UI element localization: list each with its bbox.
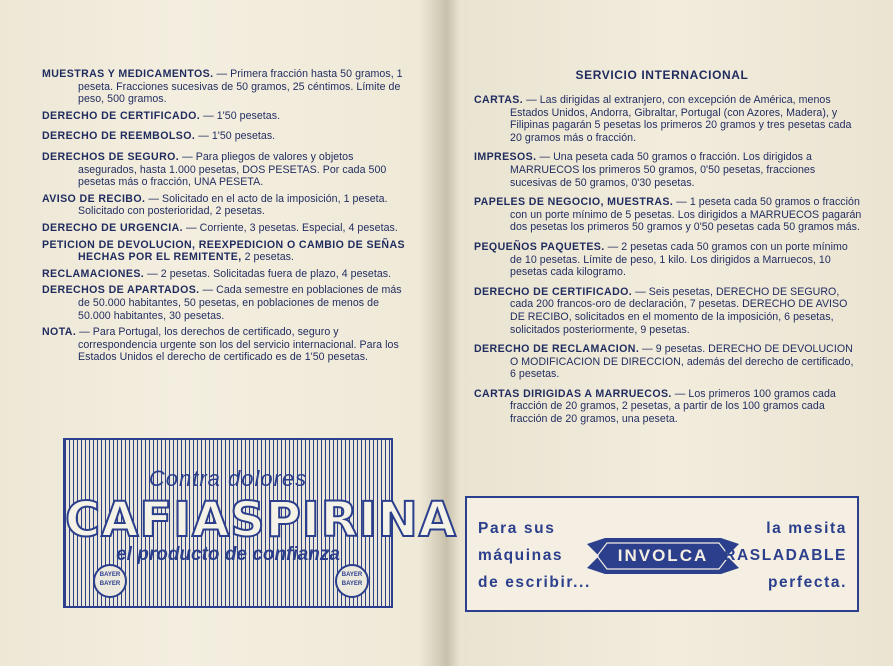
ad-tagline: Contra dolores — [148, 466, 308, 491]
ad-brand-name: INVOLCA — [617, 546, 709, 565]
list-item: RECLAMACIONES. — 2 pesetas. Solicitadas fuera de plazo, 4 pesetas. — [42, 267, 392, 280]
ad-left-text: Para sus máquinas de escribir... — [478, 520, 591, 591]
list-item: DERECHOS DE APARTADOS. — Cada semestre en poblaciones de más de 50.000 habitantes, 50 pesetas, en poblaciones de menos de 50.000 habitantes, 30 pesetas. — [42, 284, 402, 322]
involca-ad — [465, 496, 859, 612]
list-item: CARTAS DIRIGIDAS A MARRUECOS. — Los primeros 100 gramos cada fracción de 20 gramos, 2 pesetas, a partir de los 100 gramos cada fracción de 20 gramos, una peseta. — [474, 387, 836, 426]
list-item: AVISO DE RECIBO. — Solicitado en el acto de la imposición, 1 peseta. Solicitado con posterioridad, 2 pesetas. — [42, 192, 388, 218]
list-item: DERECHO DE CERTIFICADO. — 1'50 pesetas. — [42, 109, 281, 122]
section-heading: SERVICIO INTERNACIONAL — [575, 68, 749, 82]
ad-right-text: la mesita TRASLADABLE perfecta. — [713, 520, 847, 591]
left-rates-list — [42, 68, 414, 364]
list-item: PAPELES DE NEGOCIO, MUESTRAS. — 1 peseta cada 50 gramos o fracción con un porte mínimo de 5 pesetas. Los dirigidos a MARRUECOS pagarán dos pesetas los primeros 50 gramos y 0'50 pesetas cada 50 gramos más. — [474, 196, 862, 234]
ad-brand-name: CAFIASPIRINA — [65, 492, 457, 548]
list-item: PETICION DE DEVOLUCION, REEXPEDICION O CAMBIO DE SEÑAS HECHAS POR EL REMITENTE, 2 pesetas. — [42, 238, 405, 264]
bayer-cross-logo: BAYER BAYER — [335, 564, 369, 598]
list-item: DERECHO DE CERTIFICADO. — Seis pesetas, DERECHO DE SEGURO, cada 200 francos-oro de declaración, 7 pesetas. DERECHO DE AVISO DE RECIBO, solicitados en el momento de la imposición, 6 pesetas, solicitados posteriormente, 9 pesetas. — [474, 285, 848, 336]
list-item: DERECHOS DE SEGURO. — Para pliegos de valores y objetos asegurados, hasta 1.000 pesetas, DOS PESETAS. Por cada 500 pesetas más o fracción, UNA PESETA. — [42, 150, 387, 189]
right-page — [452, 0, 893, 666]
list-item: PEQUEÑOS PAQUETES. — 2 pesetas cada 50 gramos con un porte mínimo de 10 pesetas. Límite de peso, 1 kilo. Los dirigidos a Marruecos, 10 pesetas cada kilogramo. — [474, 240, 848, 279]
bayer-cross-logo: BAYER BAYER — [93, 564, 127, 598]
international-rates-list — [474, 94, 862, 426]
list-item: CARTAS. — Las dirigidas al extranjero, con excepción de América, menos Estados Unidos, Andorra, Gibraltar, Portugal (con Azores, Madera), y Filipinas pagarán 5 pesetas los primeros 20 gramos y tres pesetas cada 20 gramos más o fracción. — [474, 94, 852, 144]
list-item: NOTA. — Para Portugal, los derechos de certificado, seguro y correspondencia urgente son los del servicio internacional. Para los Estados Unidos el derecho de certificado es de 1'50 pesetas. — [42, 326, 399, 364]
list-item: MUESTRAS Y MEDICAMENTOS. — Primera fracción hasta 50 gramos, 1 peseta. Fracciones sucesivas de 50 gramos, 25 céntimos. Límite de peso, 500 gramos. — [42, 68, 403, 106]
cafiaspirina-ad — [63, 438, 457, 608]
ad-slogan: el producto de confianza — [116, 544, 340, 565]
list-item: DERECHO DE URGENCIA. — Corriente, 3 pesetas. Especial, 4 pesetas. — [42, 221, 398, 234]
list-item: DERECHO DE REEMBOLSO. — 1'50 pesetas. — [42, 130, 276, 143]
list-item: IMPRESOS. — Una peseta cada 50 gramos o fracción. Los dirigidos a MARRUECOS los primeros 50 gramos, 0'50 pesetas, fracciones sucesivas de 50 gramos, 0'30 pesetas. — [474, 151, 816, 189]
list-item: DERECHO DE RECLAMACION. — 9 pesetas. DERECHO DE DEVOLUCION O MODIFICACION DE DIRECCION, además del derecho de certificado, 6 pesetas. — [474, 343, 854, 381]
